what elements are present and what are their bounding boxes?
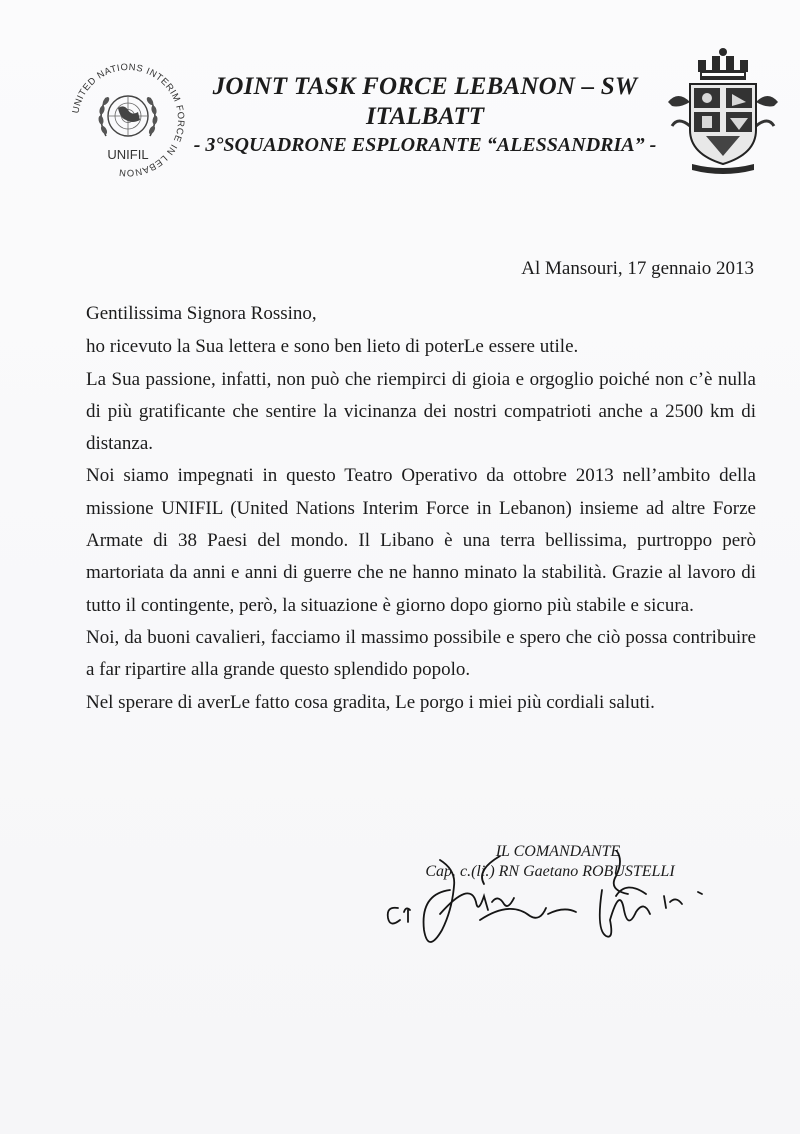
signer-title: IL COMANDANTE — [495, 843, 621, 860]
letterhead — [190, 72, 660, 158]
letter-paragraph: ho ricevuto la Sua lettera e sono ben lieto di poterLe essere utile. — [86, 336, 579, 358]
letterhead-squadron: - 3°SQUADRONE ESPLORANTE “ALESSANDRIA” - — [193, 134, 657, 156]
handwritten-signature — [380, 850, 710, 960]
unifil-label: UNIFIL — [107, 147, 149, 162]
letter-date: Al Mansouri, 17 gennaio 2013 — [521, 258, 754, 279]
letter-paragraph: Nel sperare di averLe fatto cosa gradita, Le porgo i miei più cordiali saluti. — [86, 691, 655, 713]
letter-paragraph: Noi siamo impegnati in questo Teatro Operativo da ottobre 2013 nell’ambito della missione UNIFIL (United Nations Interim Force in Lebanon) insieme ad altre Forze Armate di 38 Paesi del mondo. Il Libano è una terra bellissima, purtroppo però martoriata da anni e anni di guerre che ne hanno minato la stabilità. Grazie al lavoro di tutto il contingente, però, la situazione è giorno dopo giorno più stabile e sicura. — [86, 465, 756, 616]
svg-text:UNITED NATIONS INTERIM FORCE I: UNITED NATIONS INTERIM FORCE IN LEBANON — [69, 60, 188, 180]
letterhead-title: JOINT TASK FORCE LEBANON – SW — [212, 73, 638, 100]
letter-paragraph: La Sua passione, infatti, non può che riempirci di gioia e orgoglio poiché non c’è nulla di più gratificante che sentire la vicinanza dei nostri compatrioti anche a 2500 km di distanza. — [86, 368, 756, 455]
letterhead-unit: ITALBATT — [365, 103, 485, 130]
unifil-emblem-icon — [66, 58, 190, 182]
letter-salutation: Gentilissima Signora Rossino, — [86, 303, 317, 324]
signer-name: Cap. c.(li.) RN Gaetano ROBUSTELLI — [425, 863, 675, 880]
letter-body — [86, 298, 756, 719]
letter-paragraph: Noi, da buoni cavalieri, facciamo il massimo possibile e spero che ciò possa contribuire a far ripartire alla grande questo splendido popolo. — [86, 626, 756, 681]
coat-of-arms-icon — [662, 46, 784, 174]
